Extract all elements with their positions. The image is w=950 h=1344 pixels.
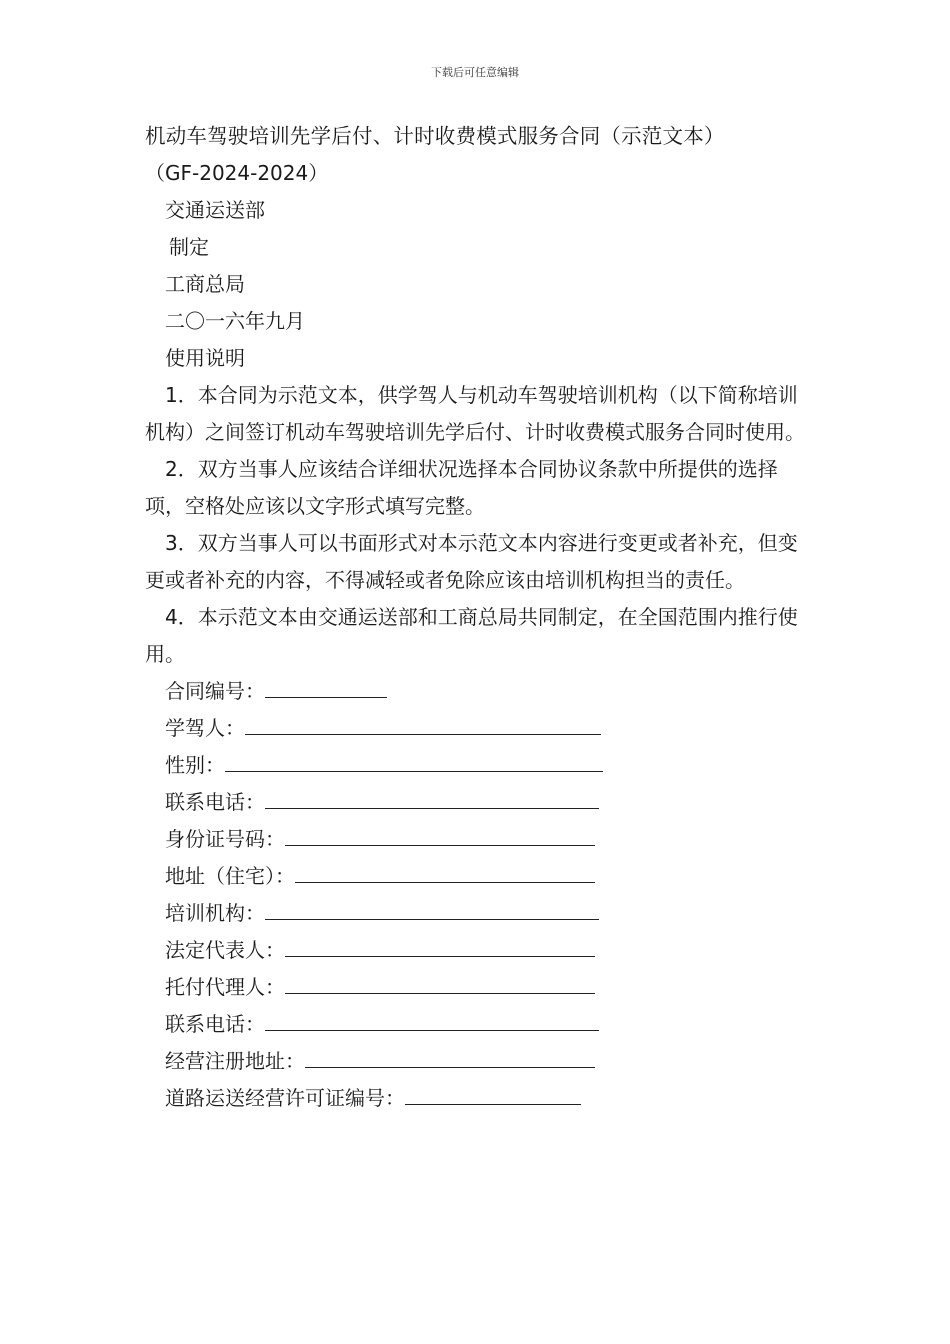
field-input[interactable]	[265, 784, 599, 809]
field-label: 托付代理人：	[165, 975, 285, 999]
field-label: 性别：	[165, 753, 225, 777]
field-input[interactable]	[405, 1080, 581, 1105]
page-header: 下载后可任意编辑	[431, 66, 519, 79]
field-input[interactable]	[265, 1006, 599, 1031]
field-transport-license-number	[145, 1080, 815, 1117]
field-address	[145, 858, 815, 895]
field-label: 联系电话：	[165, 1012, 265, 1036]
field-input[interactable]	[295, 858, 595, 883]
instruction-item: 1．本合同为示范文本，供学驾人与机动车驾驶培训机构（以下简称培训机构）之间签订机动车驾驶培训先学后付、计时收费模式服务合同时使用。	[145, 383, 805, 444]
field-gender	[145, 747, 815, 784]
field-label: 合同编号：	[165, 679, 265, 703]
instruction-item: 2．双方当事人应该结合详细状况选择本合同协议条款中所提供的选择项，空格处应该以文字形式填写完整。	[145, 457, 778, 518]
field-input[interactable]	[285, 969, 595, 994]
field-contract-number	[145, 673, 815, 710]
field-label: 法定代表人：	[165, 938, 285, 962]
issue-date: 二〇一六年九月	[165, 309, 305, 333]
field-training-institution	[145, 895, 815, 932]
instruction-item: 4．本示范文本由交通运送部和工商总局共同制定，在全国范围内推行使用。	[145, 605, 798, 666]
instructions-heading: 使用说明	[165, 346, 245, 370]
field-label: 学驾人：	[165, 716, 245, 740]
field-input[interactable]	[305, 1043, 595, 1068]
field-input[interactable]	[285, 821, 595, 846]
field-trainee-phone	[145, 784, 815, 821]
field-label: 道路运送经营许可证编号：	[165, 1086, 405, 1110]
field-input[interactable]	[225, 747, 603, 772]
field-trainee	[145, 710, 815, 747]
instruction-item: 3．双方当事人可以书面形式对本示范文本内容进行变更或者补充，但变更或者补充的内容，不得减轻或者免除应该由培训机构担当的责任。	[145, 531, 798, 592]
field-input[interactable]	[285, 932, 595, 957]
field-institution-phone	[145, 1006, 815, 1043]
document-body	[145, 118, 815, 1117]
field-registered-address	[145, 1043, 815, 1080]
document-code: （GF-2024-2024）	[145, 161, 329, 185]
field-legal-representative	[145, 932, 815, 969]
document-title: 机动车驾驶培训先学后付、计时收费模式服务合同（示范文本）	[145, 124, 725, 148]
field-entrusted-agent	[145, 969, 815, 1006]
issuer-bureau: 工商总局	[165, 272, 245, 296]
field-id-number	[145, 821, 815, 858]
field-input[interactable]	[265, 895, 599, 920]
field-label: 身份证号码：	[165, 827, 285, 851]
issuer-action: 制定	[169, 235, 209, 259]
field-input[interactable]	[245, 710, 601, 735]
field-input[interactable]	[265, 673, 387, 698]
field-label: 培训机构：	[165, 901, 265, 925]
field-label: 经营注册地址：	[165, 1049, 305, 1073]
issuer-ministry: 交通运送部	[165, 198, 265, 222]
field-label: 地址（住宅）：	[165, 864, 295, 888]
field-label: 联系电话：	[165, 790, 265, 814]
